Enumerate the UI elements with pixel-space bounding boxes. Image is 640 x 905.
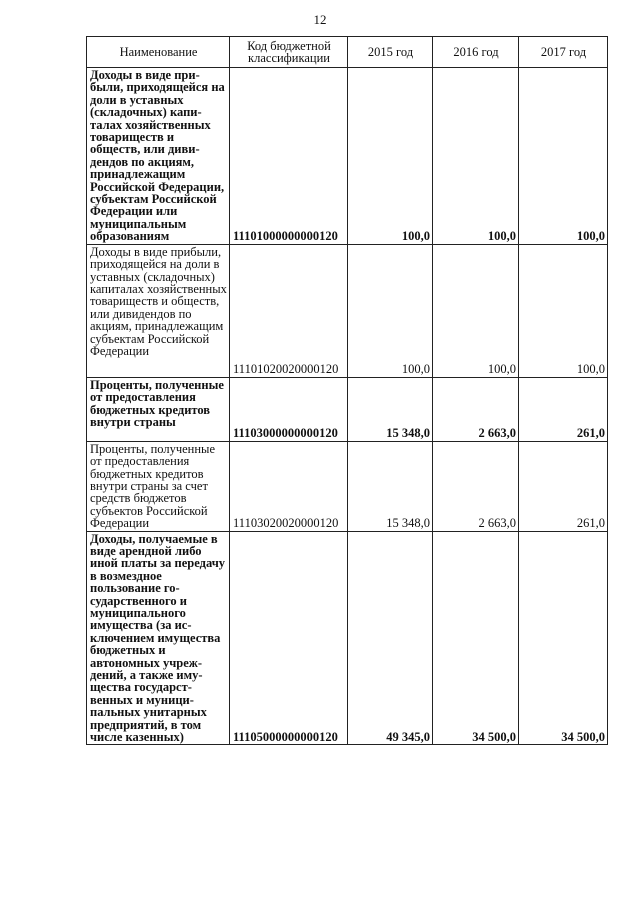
row-name: Доходы в виде прибыли, приходящейся на доли в уставных (складочных) капиталах хозяйственных товариществ и обществ, или дивидендов по акциям, принадлежащим Российской Федерации, субъектам Российской Федерации или муниципальным образованиям	[87, 68, 230, 245]
row-value-2015: 100,0	[348, 244, 433, 377]
row-value-2016: 2 663,0	[433, 441, 519, 531]
row-code: 11101000000000120	[230, 68, 348, 245]
row-value-2016: 34 500,0	[433, 531, 519, 745]
header-code: Код бюджетной классификации	[230, 37, 348, 68]
row-name: Доходы, получаемые в виде арендной либо иной платы за передачу в возмездное пользование государственного и муниципального имущества (за исключением имущества бюджетных и автономных учреждений, а также имущества государственных и муниципальных унитарных предприятий, в том числе казенных)	[87, 531, 230, 745]
row-value-2017: 261,0	[519, 377, 608, 441]
row-value-2016: 2 663,0	[433, 377, 519, 441]
table-row	[87, 377, 608, 441]
row-code: 11103000000000120	[230, 377, 348, 441]
table-row	[87, 441, 608, 531]
row-value-2017: 34 500,0	[519, 531, 608, 745]
budget-revenue-table	[86, 36, 608, 745]
table-header-row	[87, 37, 608, 68]
row-code: 11103020020000120	[230, 441, 348, 531]
row-value-2017: 100,0	[519, 68, 608, 245]
row-code: 11101020020000120	[230, 244, 348, 377]
row-value-2017: 261,0	[519, 441, 608, 531]
row-value-2015: 15 348,0	[348, 441, 433, 531]
header-name: Наименование	[87, 37, 230, 68]
row-code: 11105000000000120	[230, 531, 348, 745]
row-value-2016: 100,0	[433, 244, 519, 377]
row-value-2015: 100,0	[348, 68, 433, 245]
row-name: Доходы в виде прибыли, приходящейся на доли в уставных (складочных) капиталах хозяйственных товариществ и обществ, или дивидендов по акциям, принадлежащим субъектам Российской Федерации	[87, 244, 230, 377]
page-number: 12	[313, 12, 327, 27]
header-year-2015: 2015 год	[348, 37, 433, 68]
row-value-2015: 15 348,0	[348, 377, 433, 441]
table-row	[87, 244, 608, 377]
row-value-2016: 100,0	[433, 68, 519, 245]
header-year-2017: 2017 год	[519, 37, 608, 68]
row-value-2017: 100,0	[519, 244, 608, 377]
table-row	[87, 68, 608, 245]
table-row	[87, 531, 608, 745]
header-year-2016: 2016 год	[433, 37, 519, 68]
row-value-2015: 49 345,0	[348, 531, 433, 745]
row-name: Проценты, полученные от предоставления бюджетных кредитов внутри страны	[87, 377, 230, 441]
row-name: Проценты, полученные от предоставления бюджетных кредитов внутри страны за счет средств бюджетов субъектов Российской Федерации	[87, 441, 230, 531]
